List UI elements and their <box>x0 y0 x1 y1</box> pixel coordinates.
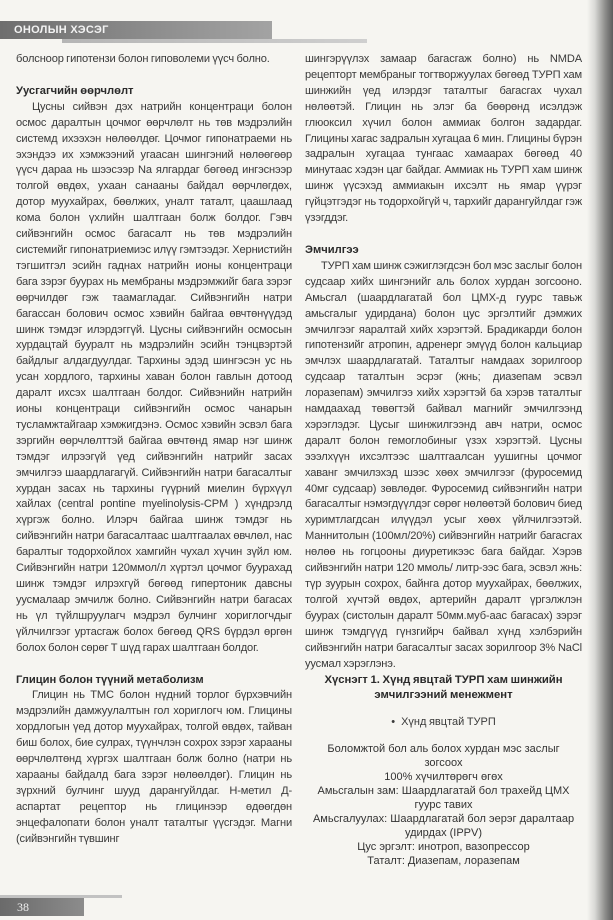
management-step: Боломжтой бол аль болох хурдан мэс заслыг зогсоох <box>327 743 560 770</box>
management-step: Цус эргэлт: инотроп, вазопрессор <box>357 841 530 854</box>
table-title: Хүснэгт 1. Хүнд явцтай ТУРП хам шинжийн эмчилгээний менежмент <box>324 674 563 702</box>
footer-bar <box>0 898 84 916</box>
bullet-icon: • <box>391 716 396 729</box>
management-steps <box>305 742 582 868</box>
management-step: Таталт: Диазепам, лоразепам <box>367 855 520 868</box>
section-header-underline <box>62 39 367 43</box>
heading-solvent-change: Уусгагчийн өөрчлөлт <box>16 84 134 97</box>
heading-glycine-metabolism: Глицин болон түүний метаболизм <box>16 673 204 686</box>
continuation-text: болсноор гипотензи болон гиповолеми үүсч болно. <box>16 53 270 65</box>
management-step: 100% хүчилтөрөгч өгөх <box>384 771 503 784</box>
management-step: Амьсгалуулах: Шаардлагатай бол эерэг даралтаар удирдах (IPPV) <box>312 813 575 840</box>
flow-bullet-text: Хүнд явцтай ТУРП <box>401 716 496 729</box>
continuation-text-right: шингэрүүлэх замаар багасгаж болно) нь NMDA рецепторт мембраныг тогтворжуулах бөгөөд ТУРП хам шинжийн үед илэрдэг таталтыг багасгах чухал нөлөөтэй. Глицин нь элэг ба бөөрөнд исэлдэж глюоксил хүчил болон аммиак болгон задардаг. Глицины хагас задралын хугацаа 6 мин. Глицины бүрэн задралын хугацаа тунгаас хамаарах бөгөөд 40 минутаас хэдэн цаг байдаг. Аммиак нь ТУРП хам шинж шинж үүсэхэд аммиакын ихсэлт нь ямар үүрэг гүйцэтгэдэг нь тодорхойгүй ч, тархийг дарангуйлдаг гэж үзэгддэг. <box>305 53 582 225</box>
paragraph-solvent-change: Цусны сийвэн дэх натрийн концентраци болон осмос даралтын цочмог өөрчлөлт нь төв мэдрэлийн системд ихээхэн нөлөөлдөг. Цочмог гипонатраеми нь эхэндээ их хэмжээний угаасан шингэний нөлөөгөөр үүсч дараа нь шээсээр Na ялгардаг бөгөөд ингэснээр толгой өвдөх, ухаан санааны байдал өөрчлөгдөх, дотор муухайрах, бөөлжих, уналт таталт, цаашлаад кома болон үхлийн шалтгаан болж болдог. Гэвч сийвэнгийн осмос багасалт нь төв мэдрэлийн системийг гипонатриемиэс илүү гэмтээдэг. Хернистийн тэгшитгэл эсийн гаднах натрийн ионы концентраци бага зэрэг буурах нь мембраны мэдрэмжийг бага зэрэг өөрчилдөг гэж таамагладаг. Сийвэнгийн натри багассан болович осмос хэвийн байгаа өвчтөнүүдэд шинж тэмдэг илэрдэггүй. Цусны сийвэнгийн осмосын хурдацтай бууралт нь мэдрэлийн эсийн тэнцвэртэй байдлыг алдагдуулдаг. Тархины эдэд шингэсэн ус нь усан хордлого, тархины хаван болон гавлын дотоод даралт ихсэх шалтгаан болдог. Сийвэнийн натрийн ионы концентраци сийвэнгийн осмос чанарын тусламжтайгаар хэмжигдэнэ. Осмос хэвийн эсвэл бага зэргийн өөрчлөлттэй байгаа өвчтөнд ямар нэг шинж тэмдэг илрээгүй үед сийвэнгийн натрийг засах эмчилгээ шаардлагагүй. Сийвэнгийн натри багасалтыг хурдан засах нь тархины гүүрний миелин бүрхүүл хайлах (central pontine myelinolysis-CPM ) хүндрэлд хүргэж болно. Илэрч байгаа шинж тэмдэг нь сийвэнгийн натри багасалтаас шалтгаалах өвчлөл, нас баралтыг тодорхойлох хамгийн чухал хүчин зүйл юм. Сийвэнгийн натри 120ммол/л хүртэл цочмог буурахад шинж тэмдэг илрэхгүй бөгөөд гипертоник давсны уусмалаар эмчилж болно. Сийвэнгийн натри багасах нь үл түйлшруулагч мэдрэл булчинг хориглогчдыг үйлчилгээг уртасгаж болох бөгөөд QRS бүрдэл өргөн болох болон сөрөг Т шүд гарах шалтгаан болдог. <box>16 100 292 654</box>
page-edge-shadow <box>587 0 613 920</box>
management-step: Амьсгалын зам: Шаардлагатай бол трахейд ЦМХ гуурс тавих <box>317 785 570 812</box>
paragraph-treatment: ТУРП хам шинж сэжиглэгдсэн бол мэс заслыг болон судсаар хийх шингэнийг аль болох хурдан зогсооно. Амьсгал (шаардлагатай бол ЦМХ-д гуурс тавьж амьсгалыг удирдана) болон цус эргэлтийг дэмжих эмчилгээг яаралтай хийх хэрэгтэй. Брадикарди болон гипотензийг атропин, адренерг эмүүд болон кальциар эмчлэх шаардлагатай. Таталтыг намдаах зорилгоор судсаар таталтын эсрэг (жнь; диазепам эсвэл лоразепам) эмчилгээ хийх хэрэгтэй ба хэрэв таталтыг намдаахад төвөгтэй байвал магнийг эмчилгээнд хэрэглэдэг. Цусыг шинжилгээнд авч натри, осмос даралт болон гемоглобиныг үзэх хэрэгтэй. Цусны эээлхүүн ихсэлтээс шалтгаалсан уушигны цочмог хаванг эмчилэхэд шээс хөөх эмчилгээг (фуросемид 40мг судсаар) зөвлөдөг. Фуросемид сийвэнгийн натри багасалтыг нэмэгдүүлдэг сөрөг нөлөөтэй болович биед хуримтлагдсан илүүдэл усыг хөөх үйлчилгээтэй. Маннитолын (100мл/20%) сийвэнгийн натрийг багасгах нөлөө нь гогцооны диуретикээс бага байдаг. Хэрэв сийвэнгийн натри 120 ммоль/ литр-ээс бага, эсвэл жнь: түр зуурын сохрох, байнга дотор муухайрах, бөөлжих, толгой хүчтэй өвдөх, артерийн даралт үргэлжлэн буурах (систолын даралт 50мм.муб-аас багасах) зэрэг шинж тэмдгүүд гүнзгийрч байвал хүнд хэлбэрийн сийвэнгийн натри багасалтыг засах зорилгоор 3% NaCl уусмал хэрэглэнэ. <box>305 259 582 670</box>
page-number: 38 <box>17 900 29 914</box>
flow-bullet <box>305 715 582 730</box>
right-column <box>305 52 582 868</box>
heading-treatment: Эмчилгээ <box>305 243 359 256</box>
paragraph-glycine-metabolism: Глицин нь ТМС болон нүдний торлог бүрхэвчийн мэдрэлийн дамжуулалтын гол хориглогч юм. Глицины хордлогын үед дотор муухайрах, толгой өвдөх, тайван биш болох, бие сулрах, түүнчлэн сохрох зэрэг харааны өөрчлөлтөнд хүргэх шалтгаан болж болно (натри нь харааны байдалд бага зэрэг нөлөөлдөг). Глицин нь зүрхний булчинг шууд дарангуйлдаг. Н-метил Д-аспартат рецептор нь глицинээр өдөөгдөн энцефалопати болон уналт таталтыг үүсгэдэг. Магни (сийвэнгийн түвшинг <box>16 689 292 845</box>
left-column <box>16 52 292 848</box>
section-header-title: ОНОЛЫН ХЭСЭГ <box>14 24 109 36</box>
